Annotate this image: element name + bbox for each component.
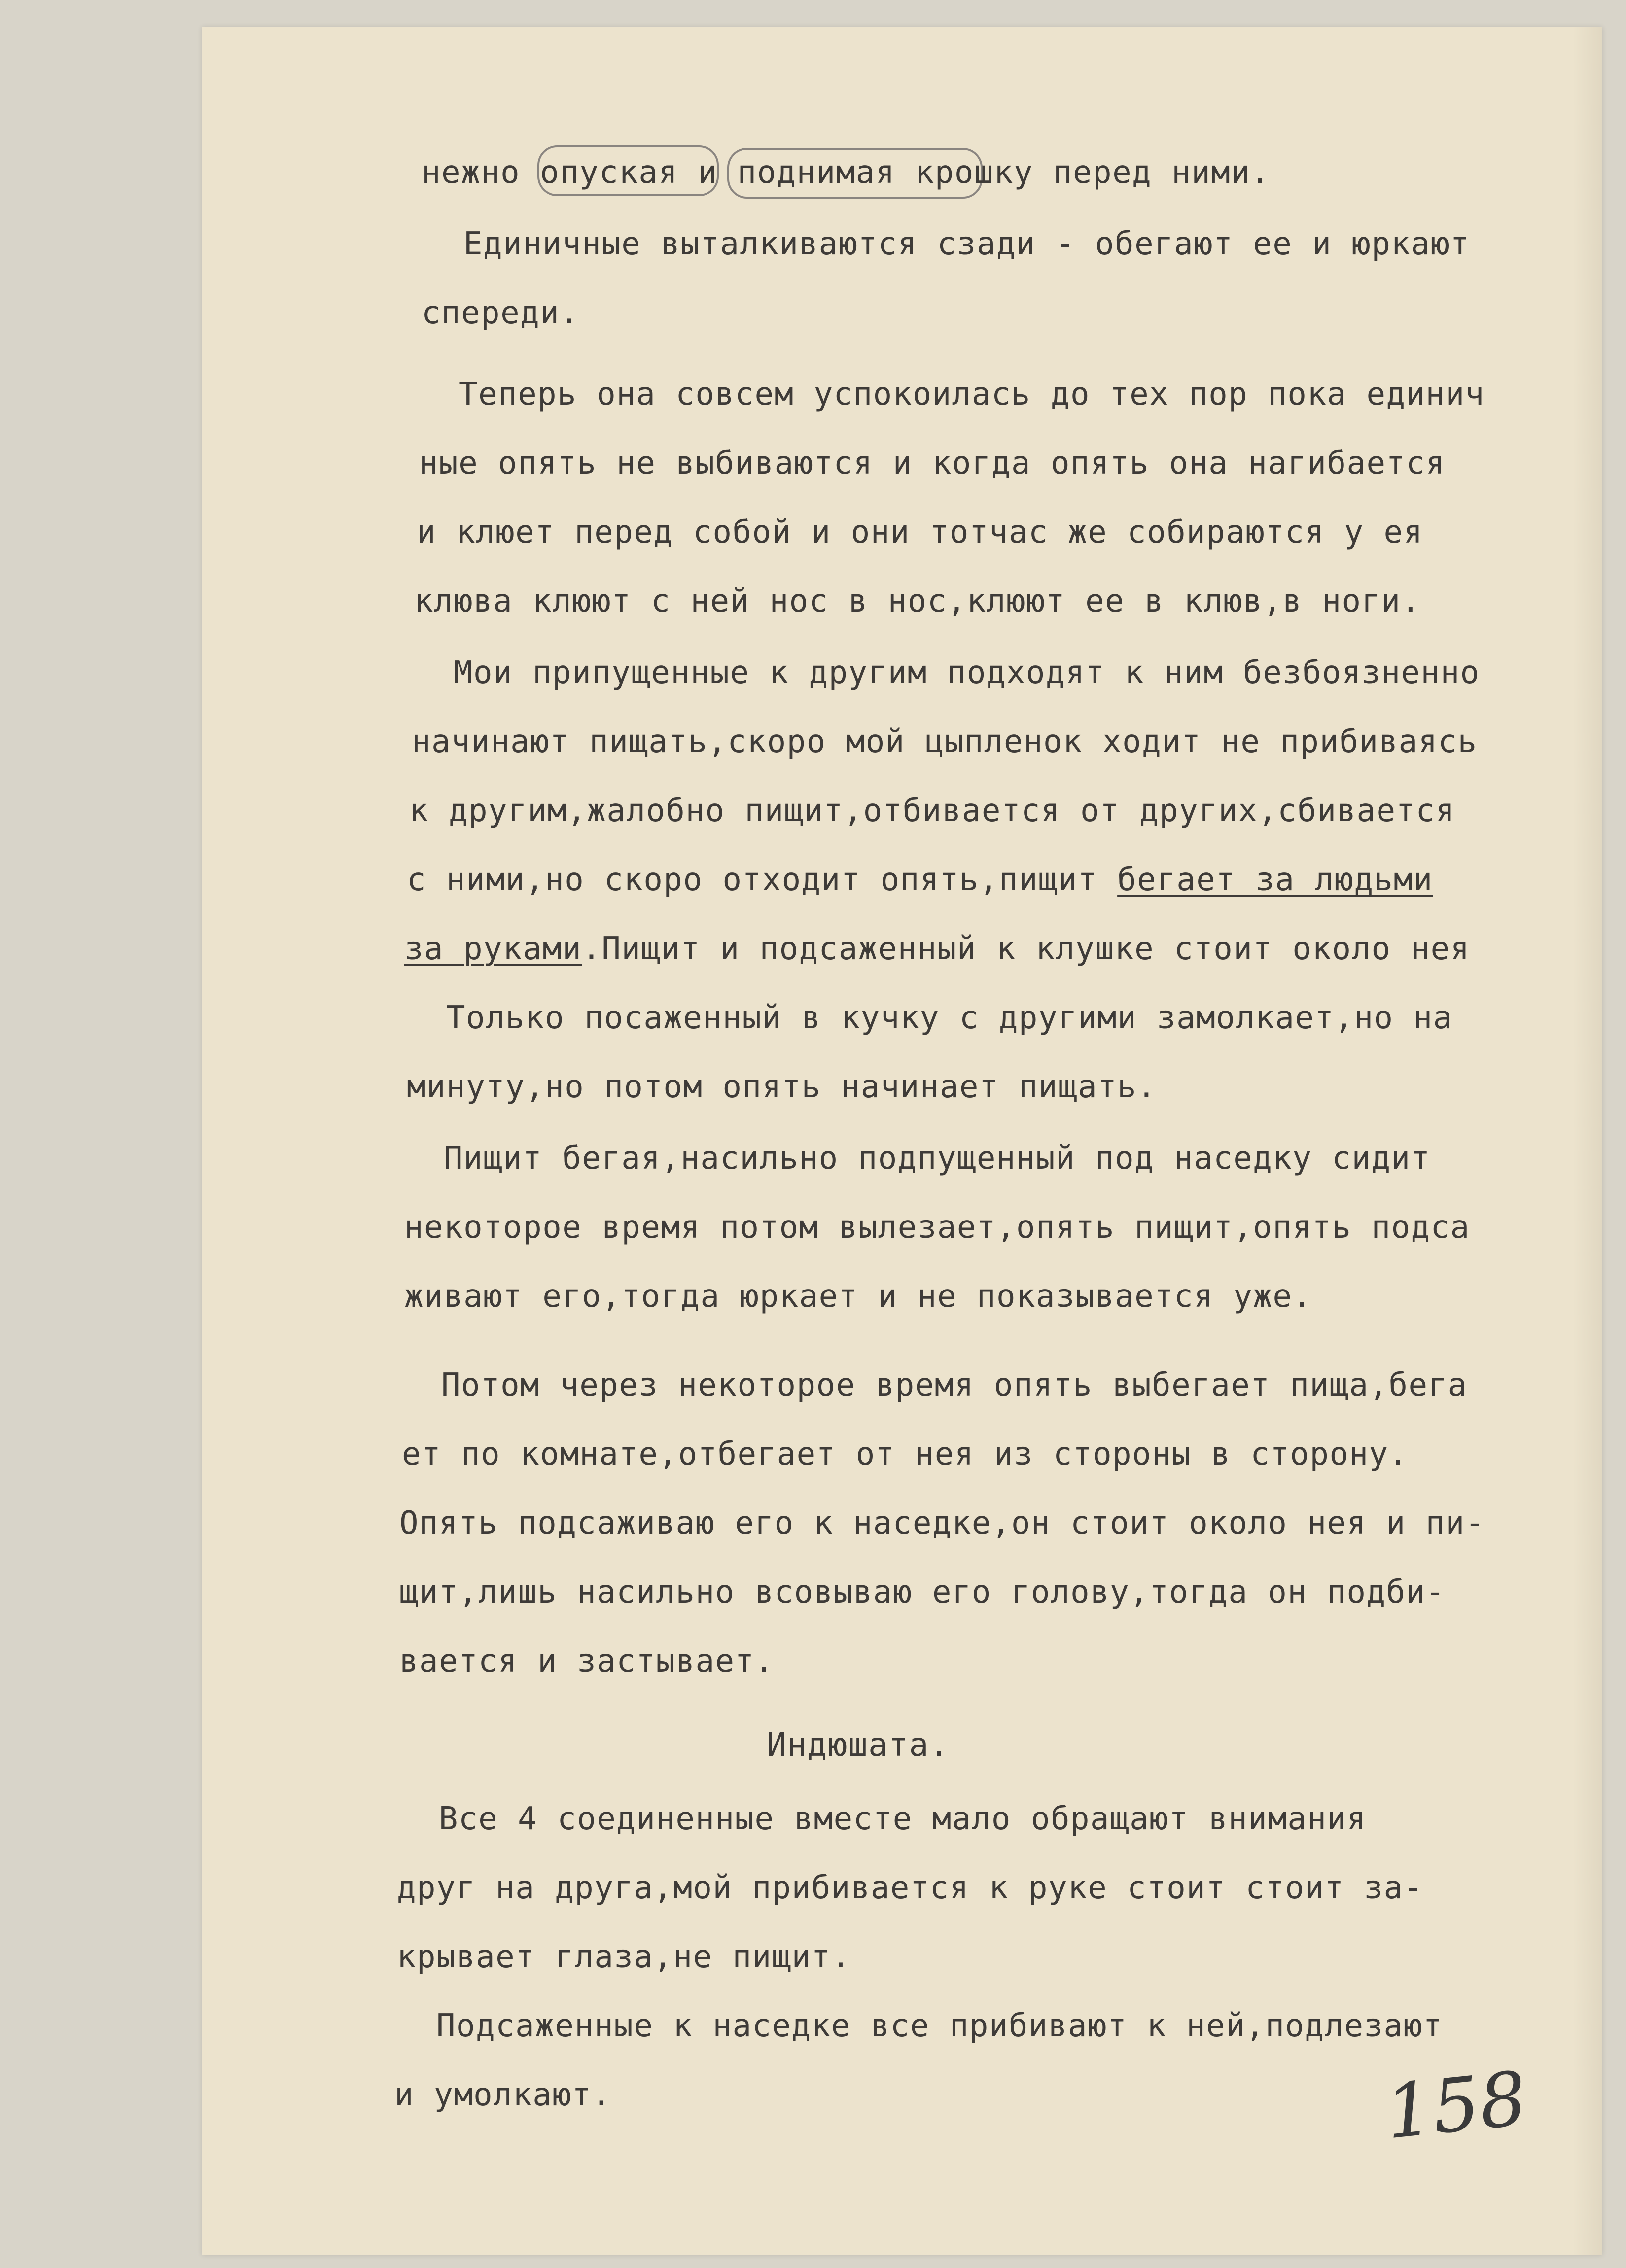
section-heading: Индюшата. xyxy=(767,1726,950,1764)
text-line-14: минуту,но потом опять начинает пищать. xyxy=(407,1069,1157,1105)
text-line-15: Пищит бегая,насильно подпущенный под наседку сидит xyxy=(444,1140,1431,1177)
text-line-18: Потом через некоторое время опять выбегает пища,бега xyxy=(441,1367,1468,1403)
text-line-7: клюва клюют с ней нос в нос,клюют ее в клюв,в ноги. xyxy=(414,583,1421,620)
text-line-27: и умолкают. xyxy=(394,2077,612,2113)
text-line-8: Мои припущенные к другим подходят к ним безбоязненно xyxy=(454,655,1480,691)
text-line-11-start: с ними,но скоро отходит опять,пищит xyxy=(407,862,1118,898)
text-line-9: начинают пищать,скоро мой цыпленок ходит не прибиваясь xyxy=(412,724,1478,760)
text-line-20: Опять подсаживаю его к наседке,он стоит около нея и пи- xyxy=(399,1505,1485,1541)
page-edge-shadow xyxy=(1573,27,1602,2255)
text-line-26: Подсаженные к наседке все прибивают к ней,подлезают xyxy=(436,2008,1443,2044)
text-line-5: ные опять не выбиваются и когда опять она нагибается xyxy=(419,445,1446,482)
text-line-12 xyxy=(404,927,1470,971)
text-line-23: Все 4 соединенные вместе мало обращают внимания xyxy=(439,1801,1367,1837)
text-line-17: живают его,тогда юркает и не показывается уже. xyxy=(404,1278,1312,1315)
text-line-12-end: .Пищит и подсаженный к клушке стоит около нея xyxy=(582,931,1470,967)
text-line-11 xyxy=(407,858,1433,902)
text-line-6: и клюет перед собой и они тотчас же собираются у ея xyxy=(417,514,1423,551)
text-line-10: к другим,жалобно пищит,отбивается от других,сбивается xyxy=(409,793,1455,829)
underlined-phrase-1: бегает за людьми xyxy=(1117,862,1433,898)
text-line-19: ет по комнате,отбегает от нея из стороны в сторону. xyxy=(402,1436,1409,1472)
text-line-21: щит,лишь насильно всовываю его голову,тогда он подби- xyxy=(399,1574,1446,1610)
document-page xyxy=(202,27,1602,2255)
underlined-phrase-2: за руками xyxy=(404,931,582,967)
text-line-2: Единичные выталкиваются сзади - обегают ее и юркают xyxy=(463,226,1470,262)
text-line-22: вается и застывает. xyxy=(399,1643,775,1679)
text-line-25: крывает глаза,не пищит. xyxy=(397,1939,851,1975)
text-line-24: друг на друга,мой прибивается к руке стоит стоит за- xyxy=(397,1870,1423,1906)
text-line-1: нежно опуская и поднимая крошку перед ними. xyxy=(422,154,1271,191)
text-line-4: Теперь она совсем успокоилась до тех пор пока единич xyxy=(459,376,1485,413)
text-line-16: некоторое время потом вылезает,опять пищит,опять подса xyxy=(404,1209,1470,1246)
text-line-3: спереди. xyxy=(422,295,580,331)
handwritten-page-number: 158 xyxy=(1381,2056,1531,2156)
text-line-13: Только посаженный в кучку с другими замолкает,но на xyxy=(446,1000,1453,1036)
